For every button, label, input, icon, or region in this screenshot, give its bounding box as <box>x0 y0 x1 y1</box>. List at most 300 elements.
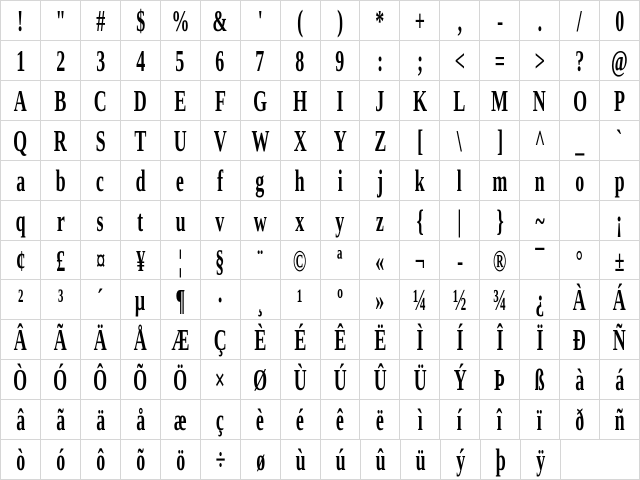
glyph-row <box>1 201 640 241</box>
glyph-cell[interactable] <box>201 360 241 400</box>
glyph-char: _ <box>575 122 585 158</box>
glyph-char: ã <box>55 402 65 438</box>
glyph-cell[interactable] <box>360 320 400 360</box>
glyph-char: é <box>296 402 305 438</box>
glyph-cell[interactable] <box>241 241 281 281</box>
glyph-char: U <box>173 122 187 158</box>
glyph-cell[interactable] <box>281 280 321 320</box>
glyph-char: [ <box>416 122 423 158</box>
glyph-cell[interactable] <box>121 161 161 201</box>
glyph-char: V <box>213 122 227 158</box>
glyph-cell[interactable] <box>520 360 560 400</box>
glyph-cell[interactable] <box>480 280 520 320</box>
glyph-cell[interactable] <box>201 320 241 360</box>
glyph-cell[interactable] <box>440 121 480 161</box>
glyph-cell[interactable] <box>440 41 480 81</box>
glyph-cell[interactable] <box>600 201 640 241</box>
glyph-cell[interactable] <box>400 81 440 121</box>
glyph-cell[interactable] <box>560 241 600 281</box>
glyph-cell[interactable] <box>400 360 440 400</box>
glyph-cell[interactable] <box>480 41 520 81</box>
glyph-char: B <box>54 82 67 118</box>
glyph-cell[interactable] <box>241 320 281 360</box>
glyph-cell[interactable] <box>41 81 81 121</box>
glyph-cell[interactable] <box>161 41 201 81</box>
glyph-char: Î <box>496 322 504 358</box>
glyph-cell[interactable] <box>161 241 201 281</box>
glyph-char: x <box>295 202 305 238</box>
glyph-cell[interactable] <box>81 360 121 400</box>
glyph-char: } <box>496 202 504 238</box>
glyph-cell[interactable] <box>560 400 600 440</box>
glyph-cell[interactable] <box>41 320 81 360</box>
glyph-char: t <box>137 202 144 238</box>
glyph-cell[interactable] <box>161 81 201 121</box>
glyph-char: 7 <box>255 42 265 78</box>
glyph-cell[interactable] <box>201 280 241 320</box>
glyph-cell[interactable] <box>440 400 480 440</box>
glyph-cell[interactable] <box>1 1 41 41</box>
glyph-cell[interactable] <box>360 280 400 320</box>
glyph-char: ó <box>56 442 65 478</box>
glyph-cell[interactable] <box>81 161 121 201</box>
glyph-char: { <box>416 202 424 238</box>
glyph-cell[interactable] <box>321 41 361 81</box>
glyph-char: \ <box>457 122 463 158</box>
glyph-cell[interactable] <box>600 400 640 440</box>
glyph-char: Ó <box>53 362 68 398</box>
glyph-cell[interactable] <box>321 1 361 41</box>
glyph-char: C <box>93 82 107 118</box>
glyph-cell[interactable] <box>400 400 440 440</box>
glyph-cell[interactable] <box>360 161 400 201</box>
glyph-cell[interactable] <box>480 201 520 241</box>
glyph-cell[interactable] <box>400 41 440 81</box>
glyph-cell[interactable] <box>241 440 281 480</box>
glyph-char: Ý <box>453 362 467 398</box>
glyph-cell[interactable] <box>241 280 281 320</box>
glyph-row <box>1 81 640 121</box>
glyph-cell[interactable] <box>161 121 201 161</box>
glyph-cell[interactable] <box>161 280 201 320</box>
glyph-cell[interactable] <box>360 1 400 41</box>
glyph-char: ö <box>176 442 185 478</box>
glyph-cell[interactable] <box>1 400 41 440</box>
glyph-cell[interactable] <box>400 241 440 281</box>
glyph-cell[interactable] <box>440 241 480 281</box>
glyph-cell[interactable] <box>161 400 201 440</box>
glyph-cell[interactable] <box>600 1 640 41</box>
glyph-char: ¤ <box>95 242 105 278</box>
glyph-cell[interactable] <box>81 201 121 241</box>
glyph-cell[interactable] <box>281 320 321 360</box>
glyph-cell[interactable] <box>81 1 121 41</box>
glyph-char: å <box>135 402 145 438</box>
glyph-cell[interactable] <box>121 400 161 440</box>
glyph-cell[interactable] <box>41 241 81 281</box>
glyph-cell[interactable] <box>121 1 161 41</box>
glyph-char: Ì <box>416 322 424 358</box>
glyph-char: ¬ <box>414 242 425 278</box>
glyph-char: > <box>534 42 545 78</box>
glyph-char: À <box>573 282 587 318</box>
glyph-cell[interactable] <box>480 320 520 360</box>
glyph-cell[interactable] <box>360 400 400 440</box>
glyph-char: â <box>15 402 25 438</box>
glyph-row <box>1 161 640 201</box>
glyph-char: Ë <box>373 322 386 358</box>
glyph-char: î <box>497 402 503 438</box>
glyph-cell[interactable] <box>321 400 361 440</box>
glyph-char: v <box>215 202 225 238</box>
glyph-char: l <box>457 162 463 198</box>
glyph-char: ¸ <box>257 282 264 318</box>
glyph-cell[interactable] <box>600 241 640 281</box>
glyph-cell[interactable] <box>520 400 560 440</box>
glyph-char: o <box>575 162 585 198</box>
glyph-cell[interactable] <box>560 161 600 201</box>
glyph-cell[interactable] <box>560 41 600 81</box>
glyph-char: ý <box>456 442 465 478</box>
glyph-cell[interactable] <box>560 360 600 400</box>
glyph-cell[interactable] <box>440 81 480 121</box>
glyph-cell[interactable] <box>121 201 161 241</box>
glyph-cell[interactable] <box>81 400 121 440</box>
glyph-cell[interactable] <box>201 241 241 281</box>
glyph-char: ë <box>375 402 384 438</box>
glyph-char: Þ <box>494 362 506 398</box>
glyph-cell[interactable] <box>361 440 401 480</box>
glyph-cell[interactable] <box>41 440 81 480</box>
glyph-cell[interactable] <box>281 41 321 81</box>
glyph-cell[interactable] <box>520 161 560 201</box>
glyph-cell[interactable] <box>281 1 321 41</box>
glyph-cell[interactable] <box>360 201 400 241</box>
glyph-char: , <box>457 3 463 38</box>
glyph-cell[interactable] <box>81 440 121 480</box>
glyph-char: · <box>217 282 224 318</box>
glyph-cell[interactable] <box>41 360 81 400</box>
glyph-cell[interactable] <box>81 81 121 121</box>
glyph-cell[interactable] <box>1 81 41 121</box>
glyph-char: 8 <box>295 42 305 78</box>
glyph-cell[interactable] <box>121 320 161 360</box>
glyph-cell[interactable] <box>201 400 241 440</box>
glyph-char: ß <box>534 362 545 398</box>
glyph-cell[interactable] <box>121 81 161 121</box>
glyph-cell[interactable] <box>121 121 161 161</box>
glyph-cell[interactable] <box>480 241 520 281</box>
glyph-cell[interactable] <box>520 201 560 241</box>
glyph-cell[interactable] <box>600 360 640 400</box>
glyph-cell[interactable] <box>600 81 640 121</box>
glyph-char: ± <box>614 242 625 278</box>
glyph-char: ÿ <box>536 442 545 478</box>
glyph-cell[interactable] <box>201 121 241 161</box>
glyph-cell[interactable] <box>600 41 640 81</box>
glyph-cell[interactable] <box>480 161 520 201</box>
glyph-char: ç <box>216 402 225 438</box>
glyph-char: % <box>171 3 190 38</box>
glyph-cell[interactable] <box>520 81 560 121</box>
glyph-cell[interactable] <box>520 241 560 281</box>
glyph-cell[interactable] <box>560 280 600 320</box>
glyph-cell[interactable] <box>400 320 440 360</box>
glyph-char: S <box>95 122 106 158</box>
glyph-char: N <box>533 82 547 118</box>
glyph-cell[interactable] <box>480 400 520 440</box>
glyph-char: ¿ <box>535 282 545 318</box>
glyph-cell[interactable] <box>1 121 41 161</box>
glyph-cell[interactable] <box>281 440 321 480</box>
glyph-char: ^ <box>534 122 545 158</box>
glyph-cell[interactable] <box>440 280 480 320</box>
glyph-char: ] <box>496 122 503 158</box>
glyph-cell[interactable] <box>520 280 560 320</box>
glyph-cell[interactable] <box>600 320 640 360</box>
glyph-cell[interactable] <box>201 161 241 201</box>
glyph-cell[interactable] <box>281 201 321 241</box>
glyph-char: ! <box>17 3 24 38</box>
glyph-cell[interactable] <box>321 360 361 400</box>
glyph-char: H <box>293 82 308 118</box>
glyph-cell[interactable] <box>161 201 201 241</box>
glyph-cell[interactable] <box>241 81 281 121</box>
glyph-char: u <box>175 202 186 238</box>
glyph-char: G <box>253 82 268 118</box>
glyph-cell[interactable] <box>400 1 440 41</box>
glyph-cell[interactable] <box>321 241 361 281</box>
glyph-cell[interactable] <box>1 280 41 320</box>
glyph-cell[interactable] <box>321 320 361 360</box>
glyph-cell[interactable] <box>281 121 321 161</box>
glyph-cell[interactable] <box>360 41 400 81</box>
glyph-char: c <box>96 162 105 198</box>
glyph-cell[interactable] <box>360 121 400 161</box>
glyph-cell[interactable] <box>41 201 81 241</box>
glyph-row <box>1 1 640 41</box>
glyph-cell[interactable] <box>81 121 121 161</box>
glyph-char: 9 <box>335 42 345 78</box>
glyph-char: i <box>337 162 343 198</box>
glyph-char: Ü <box>413 362 427 398</box>
glyph-cell[interactable] <box>480 121 520 161</box>
glyph-cell[interactable] <box>121 41 161 81</box>
glyph-char: L <box>453 82 466 118</box>
glyph-cell[interactable] <box>161 360 201 400</box>
glyph-cell[interactable] <box>321 161 361 201</box>
glyph-cell[interactable] <box>201 440 241 480</box>
glyph-char: Ê <box>333 322 346 358</box>
glyph-cell[interactable] <box>401 440 441 480</box>
glyph-char: ? <box>575 42 585 78</box>
glyph-cell[interactable] <box>161 161 201 201</box>
glyph-cell[interactable] <box>360 241 400 281</box>
glyph-cell[interactable] <box>41 1 81 41</box>
glyph-cell[interactable] <box>520 1 560 41</box>
glyph-cell[interactable] <box>520 41 560 81</box>
glyph-char: ò <box>16 442 25 478</box>
glyph-cell[interactable] <box>161 320 201 360</box>
glyph-cell[interactable] <box>241 121 281 161</box>
glyph-cell[interactable] <box>201 1 241 41</box>
glyph-cell[interactable] <box>1 201 41 241</box>
glyph-char: È <box>254 322 267 358</box>
glyph-cell[interactable] <box>600 280 640 320</box>
glyph-char: E <box>174 82 187 118</box>
glyph-char: § <box>215 242 225 278</box>
glyph-cell[interactable] <box>560 320 600 360</box>
glyph-row <box>1 320 640 360</box>
glyph-char: + <box>414 3 425 38</box>
glyph-char: × <box>215 362 226 398</box>
glyph-cell[interactable] <box>241 400 281 440</box>
glyph-cell[interactable] <box>480 1 520 41</box>
glyph-cell[interactable] <box>560 201 600 241</box>
glyph-cell[interactable] <box>201 201 241 241</box>
glyph-char: / <box>577 3 583 38</box>
glyph-char: p <box>614 162 625 198</box>
glyph-char: : <box>376 42 383 78</box>
glyph-cell[interactable] <box>281 400 321 440</box>
glyph-cell[interactable] <box>241 201 281 241</box>
glyph-cell[interactable] <box>360 360 400 400</box>
glyph-char: « <box>375 242 385 278</box>
glyph-cell[interactable] <box>400 201 440 241</box>
glyph-cell[interactable] <box>400 161 440 201</box>
glyph-char: Å <box>133 322 147 358</box>
glyph-char: e <box>176 162 185 198</box>
glyph-char: Õ <box>133 362 148 398</box>
glyph-char: z <box>375 202 384 238</box>
glyph-cell[interactable] <box>321 201 361 241</box>
glyph-cell[interactable] <box>201 81 241 121</box>
glyph-char: d <box>135 162 146 198</box>
glyph-cell[interactable] <box>81 320 121 360</box>
glyph-cell[interactable] <box>41 400 81 440</box>
glyph-char: - <box>456 242 463 278</box>
glyph-cell[interactable] <box>600 161 640 201</box>
glyph-char: Á <box>613 282 627 318</box>
glyph-cell[interactable] <box>241 1 281 41</box>
glyph-cell[interactable] <box>281 241 321 281</box>
glyph-char: ® <box>492 242 507 278</box>
glyph-cell[interactable] <box>440 360 480 400</box>
glyph-cell[interactable] <box>1 360 41 400</box>
glyph-cell[interactable] <box>480 81 520 121</box>
glyph-cell[interactable] <box>121 440 161 480</box>
glyph-row <box>1 280 640 320</box>
glyph-cell[interactable] <box>440 320 480 360</box>
glyph-cell[interactable] <box>400 280 440 320</box>
glyph-cell[interactable] <box>281 161 321 201</box>
glyph-cell[interactable] <box>1 320 41 360</box>
glyph-cell[interactable] <box>121 360 161 400</box>
glyph-cell[interactable] <box>600 121 640 161</box>
glyph-char: µ <box>135 282 146 318</box>
glyph-char: £ <box>55 242 65 278</box>
glyph-cell[interactable] <box>81 41 121 81</box>
glyph-cell[interactable] <box>121 280 161 320</box>
glyph-cell[interactable] <box>481 440 521 480</box>
glyph-char: J <box>375 82 385 118</box>
glyph-char: Q <box>13 122 28 158</box>
glyph-char: Û <box>373 362 387 398</box>
glyph-char: ê <box>335 402 344 438</box>
glyph-char: a <box>15 162 25 198</box>
glyph-cell[interactable] <box>1 440 41 480</box>
glyph-char: < <box>454 42 465 78</box>
glyph-cell[interactable] <box>520 121 560 161</box>
glyph-cell[interactable] <box>321 440 361 480</box>
glyph-cell[interactable] <box>41 161 81 201</box>
glyph-cell[interactable] <box>281 81 321 121</box>
glyph-char: Â <box>13 322 27 358</box>
glyph-char: ' <box>257 3 263 38</box>
glyph-cell[interactable] <box>440 1 480 41</box>
glyph-char: g <box>255 162 265 198</box>
glyph-cell[interactable] <box>321 81 361 121</box>
glyph-cell[interactable] <box>161 1 201 41</box>
glyph-cell[interactable] <box>201 41 241 81</box>
glyph-char: R <box>53 122 67 158</box>
glyph-cell[interactable] <box>440 161 480 201</box>
glyph-cell[interactable] <box>41 41 81 81</box>
glyph-cell[interactable] <box>521 440 561 480</box>
glyph-cell[interactable] <box>241 41 281 81</box>
glyph-char: º <box>336 282 343 318</box>
glyph-cell[interactable] <box>241 161 281 201</box>
glyph-char: = <box>494 42 505 78</box>
glyph-cell[interactable] <box>400 121 440 161</box>
glyph-char: õ <box>136 442 145 478</box>
glyph-cell[interactable] <box>121 241 161 281</box>
glyph-char: P <box>614 82 626 118</box>
glyph-cell[interactable] <box>560 81 600 121</box>
glyph-char: w <box>253 202 267 238</box>
glyph-cell[interactable] <box>440 201 480 241</box>
glyph-cell[interactable] <box>441 440 481 480</box>
glyph-char: 4 <box>135 42 145 78</box>
glyph-char: F <box>214 82 226 118</box>
glyph-char: D <box>133 82 147 118</box>
glyph-cell[interactable] <box>321 280 361 320</box>
glyph-cell[interactable] <box>360 81 400 121</box>
glyph-cell[interactable] <box>281 360 321 400</box>
glyph-cell[interactable] <box>1 241 41 281</box>
glyph-cell[interactable] <box>241 360 281 400</box>
glyph-cell[interactable] <box>41 121 81 161</box>
glyph-cell[interactable] <box>321 121 361 161</box>
glyph-cell[interactable] <box>560 121 600 161</box>
glyph-cell[interactable] <box>81 241 121 281</box>
glyph-cell[interactable] <box>560 1 600 41</box>
glyph-cell[interactable] <box>480 360 520 400</box>
glyph-cell[interactable] <box>520 320 560 360</box>
glyph-char: X <box>293 122 307 158</box>
glyph-cell[interactable] <box>41 280 81 320</box>
glyph-char: Ú <box>333 362 347 398</box>
glyph-char: ` <box>616 122 623 158</box>
glyph-cell[interactable] <box>561 440 640 480</box>
glyph-cell[interactable] <box>81 280 121 320</box>
glyph-char: ½ <box>453 282 467 318</box>
glyph-cell[interactable] <box>1 161 41 201</box>
glyph-cell[interactable] <box>1 41 41 81</box>
glyph-char: Ö <box>173 362 188 398</box>
glyph-cell[interactable] <box>161 440 201 480</box>
glyph-char: K <box>412 82 427 118</box>
